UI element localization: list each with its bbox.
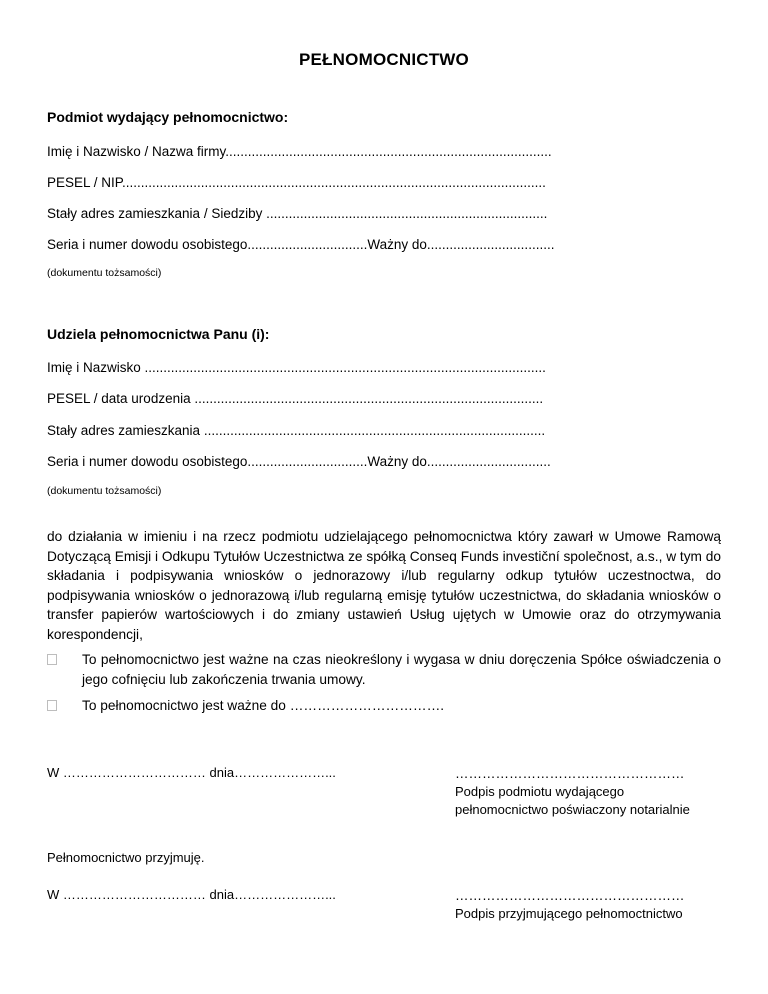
issuer-heading: Podmiot wydający pełnomocnictwo:: [47, 109, 289, 125]
attorney-address-field: Stały adres zamieszkania ...........................................................................................: [47, 423, 546, 438]
option-until-date-text: To pełnomocnictwo jest ważne do …………………………….: [82, 698, 445, 713]
attorney-signature-label: Podpis przyjmującego pełnomoctnictwo: [455, 906, 683, 921]
issuer-signature-block: [455, 765, 690, 819]
issuer-id-note: (dokumentu tożsamości): [47, 267, 162, 279]
issuer-signature-label-1: Podpis podmiotu wydającego: [455, 784, 625, 799]
option-indefinite-text: To pełnomocnictwo jest ważne na czas nieokreślony i wygasa w dniu doręczenia Spółce oświadczenia o jego cofnięciu lub zakończenia trwania umowy.: [82, 652, 721, 687]
attorney-signature-dots: ……………………………………………: [455, 888, 685, 903]
attorney-pesel-field: PESEL / data urodzenia .............................................................................................: [47, 391, 544, 406]
issuer-address-field: Stały adres zamieszkania / Siedziby ...........................................................................: [47, 206, 548, 221]
attorney-id-field: Seria i numer dowodu osobistego................................Ważny do.................................: [47, 454, 551, 469]
document-title: PEŁNOMOCNICTWO: [299, 50, 469, 69]
checkbox-icon[interactable]: [47, 700, 57, 711]
issuer-name-field: Imię i Nazwisko / Nazwa firmy.......................................................................................: [47, 144, 552, 159]
acceptance-text: Pełnomocnictwo przyjmuję.: [47, 850, 205, 865]
attorney-place-date: W …………………………… dnia…………………...: [47, 887, 336, 902]
attorney-name-field: Imię i Nazwisko ...........................................................................................................: [47, 360, 546, 375]
attorney-heading: Udziela pełnomocnictwa Panu (i):: [47, 326, 270, 342]
scope-paragraph: do działania w imieniu i na rzecz podmiotu udzielającego pełnomocnictwa który zawarł w Umowe Ramową Dotyczącą Emisji i Odkupu Tytułów Uczestnictwa ze spółką Conseq Funds investiční společnost, a.s., w tym do składania i podpisywania wniosków o jednorazowy i/lub regularny odkup tytułów uczestnoctwa, do podpisywania wniosków o jednorazową i/lub regularną emisję tytułów uczestnictwa, do składania wniosków o transfer papierów wartościowych i do zmiany ustawień Usług ujętych w Umowie oraz do otrzymywania korespondencji,: [47, 529, 721, 642]
checkbox-icon[interactable]: [47, 654, 57, 665]
attorney-signature-block: [455, 887, 685, 923]
issuer-place-date: W …………………………… dnia…………………...: [47, 765, 336, 780]
attorney-id-note: (dokumentu tożsamości): [47, 485, 162, 497]
issuer-id-field: Seria i numer dowodu osobistego................................Ważny do..................................: [47, 237, 555, 252]
option-indefinite: [47, 650, 721, 690]
issuer-pesel-field: PESEL / NIP.................................................................................................................: [47, 175, 546, 190]
issuer-signature-dots: ……………………………………………: [455, 766, 685, 781]
issuer-signature-label-2: pełnomocnictwo poświaczony notarialnie: [455, 802, 690, 817]
option-until-date: [47, 696, 721, 716]
